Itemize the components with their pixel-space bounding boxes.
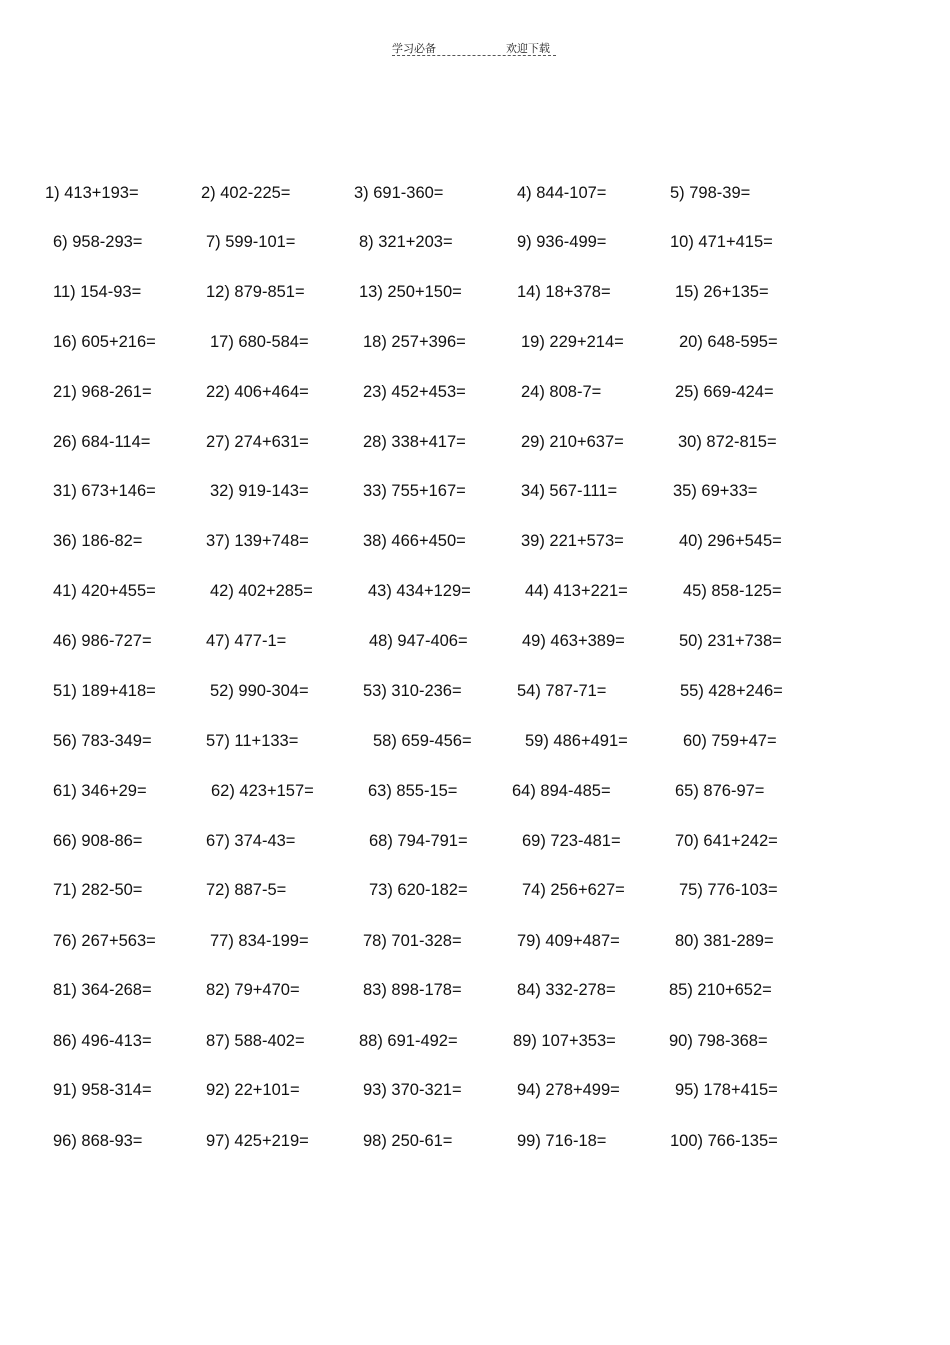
problem-23: 23) 452+453= <box>363 383 466 401</box>
problem-75: 75) 776-103= <box>679 881 778 899</box>
problem-8: 8) 321+203= <box>359 233 453 251</box>
problem-69: 69) 723-481= <box>522 832 621 850</box>
problem-54: 54) 787-71= <box>517 682 607 700</box>
problem-71: 71) 282-50= <box>53 881 143 899</box>
problem-11: 11) 154-93= <box>53 283 142 301</box>
problem-39: 39) 221+573= <box>521 532 624 550</box>
problem-97: 97) 425+219= <box>206 1132 309 1150</box>
problem-9: 9) 936-499= <box>517 233 607 251</box>
problem-28: 28) 338+417= <box>363 433 466 451</box>
problem-2: 2) 402-225= <box>201 184 291 202</box>
problem-45: 45) 858-125= <box>683 582 782 600</box>
problem-17: 17) 680-584= <box>210 333 309 351</box>
problem-14: 14) 18+378= <box>517 283 611 301</box>
problem-68: 68) 794-791= <box>369 832 468 850</box>
problem-83: 83) 898-178= <box>363 981 462 999</box>
problem-92: 92) 22+101= <box>206 1081 300 1099</box>
problem-64: 64) 894-485= <box>512 782 611 800</box>
problem-1: 1) 413+193= <box>45 184 139 202</box>
problem-94: 94) 278+499= <box>517 1081 620 1099</box>
problem-61: 61) 346+29= <box>53 782 147 800</box>
header-underline <box>392 55 556 56</box>
problem-55: 55) 428+246= <box>680 682 783 700</box>
problem-30: 30) 872-815= <box>678 433 777 451</box>
problem-18: 18) 257+396= <box>363 333 466 351</box>
problem-79: 79) 409+487= <box>517 932 620 950</box>
problem-51: 51) 189+418= <box>53 682 156 700</box>
problem-27: 27) 274+631= <box>206 433 309 451</box>
problem-99: 99) 716-18= <box>517 1132 607 1150</box>
problem-36: 36) 186-82= <box>53 532 143 550</box>
problem-72: 72) 887-5= <box>206 881 287 899</box>
problem-73: 73) 620-182= <box>369 881 468 899</box>
problem-7: 7) 599-101= <box>206 233 296 251</box>
problem-3: 3) 691-360= <box>354 184 444 202</box>
problem-93: 93) 370-321= <box>363 1081 462 1099</box>
problem-29: 29) 210+637= <box>521 433 624 451</box>
problem-48: 48) 947-406= <box>369 632 468 650</box>
problem-67: 67) 374-43= <box>206 832 296 850</box>
problem-4: 4) 844-107= <box>517 184 607 202</box>
problem-53: 53) 310-236= <box>363 682 462 700</box>
problem-31: 31) 673+146= <box>53 482 156 500</box>
problem-60: 60) 759+47= <box>683 732 777 750</box>
problem-10: 10) 471+415= <box>670 233 773 251</box>
problem-65: 65) 876-97= <box>675 782 765 800</box>
problem-70: 70) 641+242= <box>675 832 778 850</box>
problem-58: 58) 659-456= <box>373 732 472 750</box>
problem-41: 41) 420+455= <box>53 582 156 600</box>
problem-19: 19) 229+214= <box>521 333 624 351</box>
problem-21: 21) 968-261= <box>53 383 152 401</box>
problem-37: 37) 139+748= <box>206 532 309 550</box>
problem-46: 46) 986-727= <box>53 632 152 650</box>
problem-76: 76) 267+563= <box>53 932 156 950</box>
problem-59: 59) 486+491= <box>525 732 628 750</box>
problem-49: 49) 463+389= <box>522 632 625 650</box>
problem-62: 62) 423+157= <box>211 782 314 800</box>
problem-100: 100) 766-135= <box>670 1132 778 1150</box>
problem-13: 13) 250+150= <box>359 283 462 301</box>
problem-52: 52) 990-304= <box>210 682 309 700</box>
problem-56: 56) 783-349= <box>53 732 152 750</box>
problem-22: 22) 406+464= <box>206 383 309 401</box>
problem-89: 89) 107+353= <box>513 1032 616 1050</box>
problem-90: 90) 798-368= <box>669 1032 768 1050</box>
problem-57: 57) 11+133= <box>206 732 299 750</box>
problem-77: 77) 834-199= <box>210 932 309 950</box>
problem-74: 74) 256+627= <box>522 881 625 899</box>
problem-12: 12) 879-851= <box>206 283 305 301</box>
problem-80: 80) 381-289= <box>675 932 774 950</box>
problem-5: 5) 798-39= <box>670 184 751 202</box>
problem-42: 42) 402+285= <box>210 582 313 600</box>
problem-50: 50) 231+738= <box>679 632 782 650</box>
problem-43: 43) 434+129= <box>368 582 471 600</box>
problem-47: 47) 477-1= <box>206 632 287 650</box>
problem-6: 6) 958-293= <box>53 233 143 251</box>
problem-91: 91) 958-314= <box>53 1081 152 1099</box>
problem-87: 87) 588-402= <box>206 1032 305 1050</box>
problem-38: 38) 466+450= <box>363 532 466 550</box>
problem-66: 66) 908-86= <box>53 832 143 850</box>
problem-81: 81) 364-268= <box>53 981 152 999</box>
problem-95: 95) 178+415= <box>675 1081 778 1099</box>
problem-84: 84) 332-278= <box>517 981 616 999</box>
problem-85: 85) 210+652= <box>669 981 772 999</box>
problem-25: 25) 669-424= <box>675 383 774 401</box>
problem-40: 40) 296+545= <box>679 532 782 550</box>
problem-82: 82) 79+470= <box>206 981 300 999</box>
problem-35: 35) 69+33= <box>673 482 758 500</box>
problem-15: 15) 26+135= <box>675 283 769 301</box>
header-right-text: 欢迎下载 <box>506 42 550 55</box>
problem-63: 63) 855-15= <box>368 782 458 800</box>
problem-44: 44) 413+221= <box>525 582 628 600</box>
problem-98: 98) 250-61= <box>363 1132 453 1150</box>
problem-33: 33) 755+167= <box>363 482 466 500</box>
problem-32: 32) 919-143= <box>210 482 309 500</box>
problem-24: 24) 808-7= <box>521 383 602 401</box>
page-header <box>392 40 556 58</box>
problem-86: 86) 496-413= <box>53 1032 152 1050</box>
header-left-text: 学习必备 <box>392 42 436 55</box>
problem-96: 96) 868-93= <box>53 1132 143 1150</box>
problem-26: 26) 684-114= <box>53 433 151 451</box>
problem-34: 34) 567-111= <box>521 482 618 500</box>
problem-16: 16) 605+216= <box>53 333 156 351</box>
problem-88: 88) 691-492= <box>359 1032 458 1050</box>
problem-20: 20) 648-595= <box>679 333 778 351</box>
problem-78: 78) 701-328= <box>363 932 462 950</box>
